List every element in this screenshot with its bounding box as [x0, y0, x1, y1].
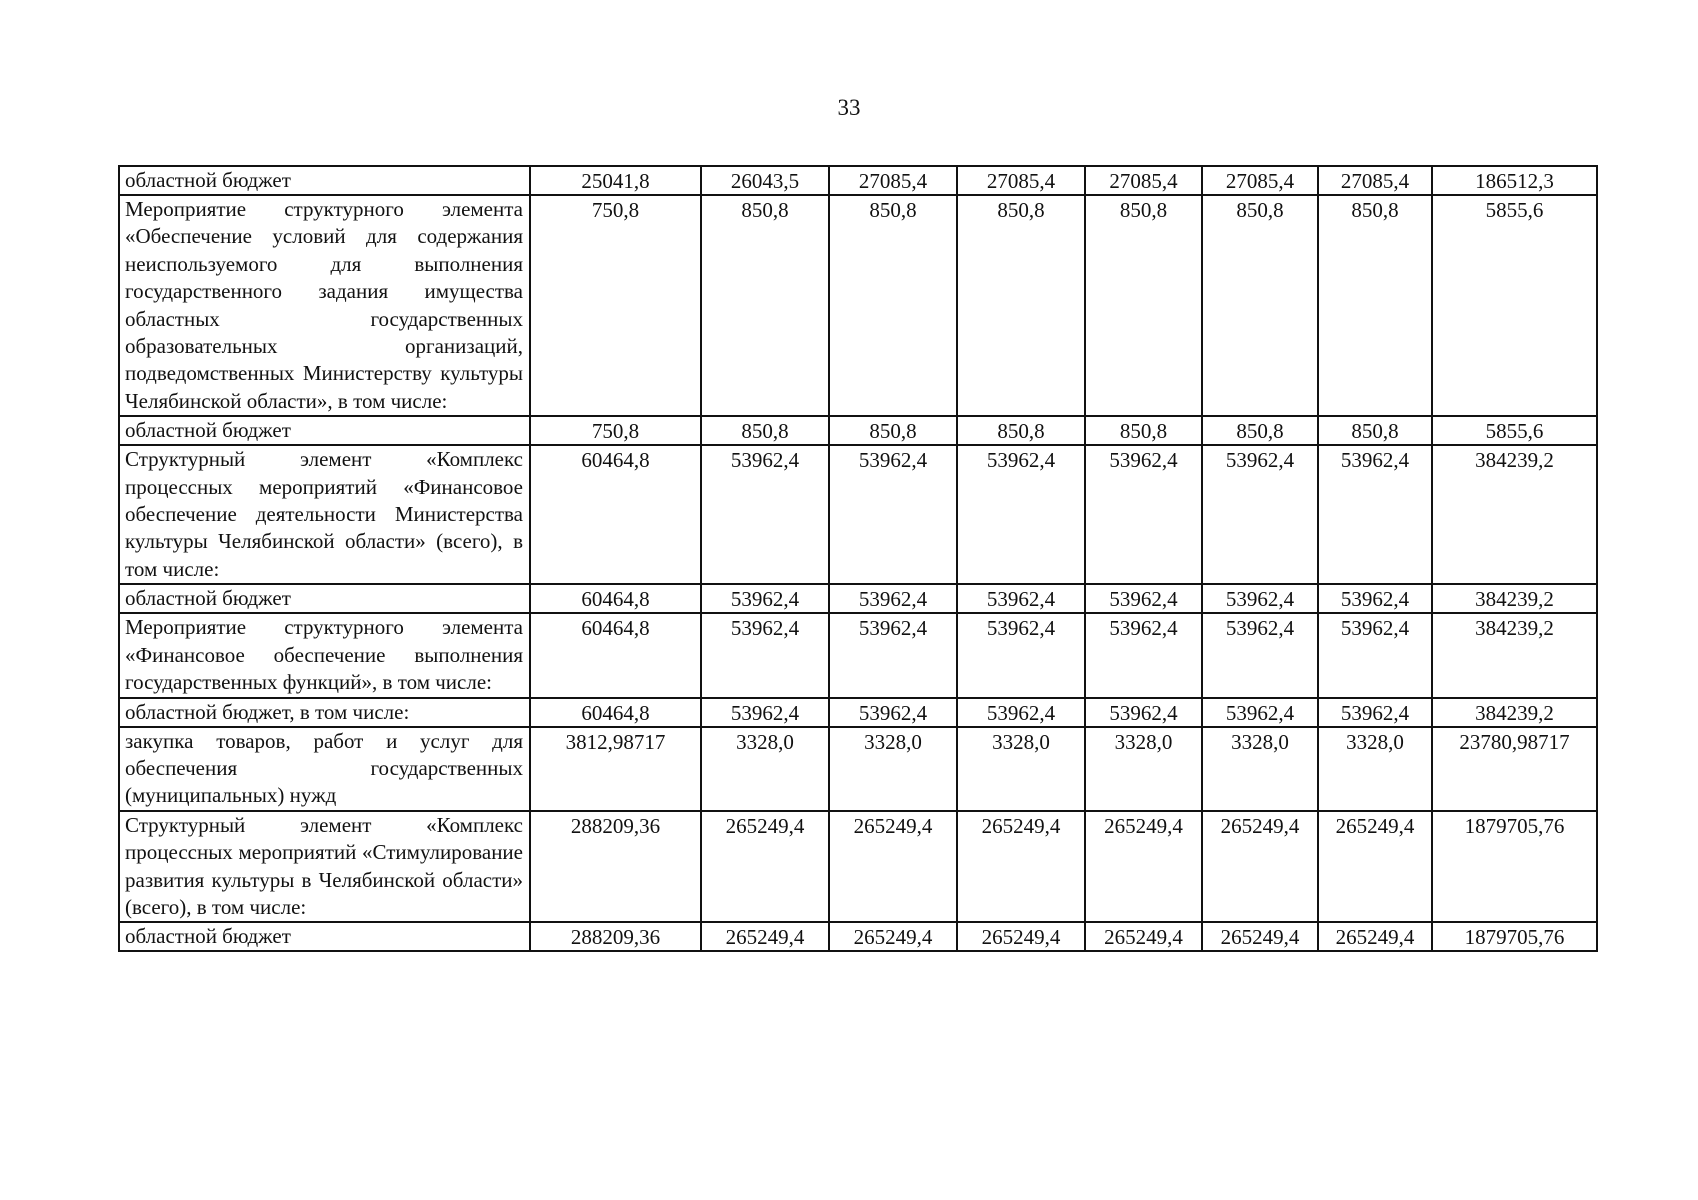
value-cell: 27085,4	[829, 166, 957, 195]
row-label: Мероприятие структурного элемента «Обеспечение условий для содержания неиспользуемого для выполнения государственного задания имущества областных государственных образовательных организаций, подведомственных Министерству культуры Челябинской области», в том числе:	[119, 195, 530, 416]
budget-table	[118, 165, 1598, 952]
value-cell: 265249,4	[701, 922, 829, 951]
table-row	[119, 727, 1597, 811]
value-cell: 850,8	[1318, 416, 1432, 445]
value-cell: 60464,8	[530, 613, 701, 697]
row-label: областной бюджет	[119, 416, 530, 445]
value-cell: 265249,4	[1318, 811, 1432, 923]
total-cell: 5855,6	[1432, 416, 1597, 445]
value-cell: 27085,4	[1085, 166, 1202, 195]
value-cell: 850,8	[1085, 195, 1202, 416]
table-row	[119, 584, 1597, 613]
row-label: областной бюджет	[119, 166, 530, 195]
value-cell: 53962,4	[829, 613, 957, 697]
table-row	[119, 166, 1597, 195]
value-cell: 850,8	[1085, 416, 1202, 445]
total-cell: 1879705,76	[1432, 811, 1597, 923]
value-cell: 265249,4	[1202, 811, 1318, 923]
value-cell: 265249,4	[1318, 922, 1432, 951]
value-cell: 53962,4	[1202, 698, 1318, 727]
page-number: 33	[837, 95, 861, 120]
table-row	[119, 445, 1597, 584]
value-cell: 53962,4	[1318, 445, 1432, 584]
value-cell: 850,8	[701, 195, 829, 416]
total-cell: 186512,3	[1432, 166, 1597, 195]
value-cell: 60464,8	[530, 445, 701, 584]
value-cell: 53962,4	[1202, 613, 1318, 697]
value-cell: 265249,4	[1085, 922, 1202, 951]
value-cell: 53962,4	[957, 584, 1085, 613]
value-cell: 27085,4	[1318, 166, 1432, 195]
value-cell: 26043,5	[701, 166, 829, 195]
total-cell: 5855,6	[1432, 195, 1597, 416]
value-cell: 750,8	[530, 195, 701, 416]
value-cell: 3328,0	[701, 727, 829, 811]
value-cell: 850,8	[829, 195, 957, 416]
value-cell: 3328,0	[1318, 727, 1432, 811]
value-cell: 53962,4	[957, 698, 1085, 727]
row-label: закупка товаров, работ и услуг для обеспечения государственных (муниципальных) нужд	[119, 727, 530, 811]
value-cell: 60464,8	[530, 698, 701, 727]
total-cell: 23780,98717	[1432, 727, 1597, 811]
total-cell: 384239,2	[1432, 613, 1597, 697]
value-cell: 53962,4	[829, 445, 957, 584]
value-cell: 850,8	[1318, 195, 1432, 416]
value-cell: 53962,4	[1085, 613, 1202, 697]
row-label: областной бюджет	[119, 584, 530, 613]
value-cell: 265249,4	[957, 922, 1085, 951]
value-cell: 53962,4	[701, 698, 829, 727]
value-cell: 53962,4	[1202, 584, 1318, 613]
value-cell: 53962,4	[829, 698, 957, 727]
value-cell: 3328,0	[957, 727, 1085, 811]
value-cell: 53962,4	[701, 584, 829, 613]
value-cell: 850,8	[957, 195, 1085, 416]
value-cell: 265249,4	[701, 811, 829, 923]
value-cell: 53962,4	[1318, 584, 1432, 613]
value-cell: 53962,4	[1085, 584, 1202, 613]
value-cell: 53962,4	[701, 613, 829, 697]
table-row	[119, 613, 1597, 697]
value-cell: 850,8	[829, 416, 957, 445]
value-cell: 53962,4	[1085, 445, 1202, 584]
value-cell: 3328,0	[1202, 727, 1318, 811]
value-cell: 850,8	[957, 416, 1085, 445]
value-cell: 850,8	[1202, 195, 1318, 416]
value-cell: 53962,4	[1318, 698, 1432, 727]
row-label: областной бюджет, в том числе:	[119, 698, 530, 727]
total-cell: 384239,2	[1432, 445, 1597, 584]
value-cell: 265249,4	[957, 811, 1085, 923]
row-label: Структурный элемент «Комплекс процессных мероприятий «Стимулирование развития культуры в Челябинской области» (всего), в том числе:	[119, 811, 530, 923]
value-cell: 750,8	[530, 416, 701, 445]
value-cell: 850,8	[1202, 416, 1318, 445]
value-cell: 53962,4	[957, 613, 1085, 697]
value-cell: 265249,4	[829, 811, 957, 923]
row-label: Мероприятие структурного элемента «Финансовое обеспечение выполнения государственных функций», в том числе:	[119, 613, 530, 697]
value-cell: 3812,98717	[530, 727, 701, 811]
value-cell: 53962,4	[1202, 445, 1318, 584]
value-cell: 288209,36	[530, 811, 701, 923]
value-cell: 53962,4	[957, 445, 1085, 584]
value-cell: 288209,36	[530, 922, 701, 951]
value-cell: 27085,4	[957, 166, 1085, 195]
table-row	[119, 195, 1597, 416]
table-row	[119, 811, 1597, 923]
row-label: областной бюджет	[119, 922, 530, 951]
value-cell: 27085,4	[1202, 166, 1318, 195]
value-cell: 3328,0	[1085, 727, 1202, 811]
value-cell: 3328,0	[829, 727, 957, 811]
value-cell: 53962,4	[1318, 613, 1432, 697]
value-cell: 265249,4	[1085, 811, 1202, 923]
value-cell: 53962,4	[829, 584, 957, 613]
row-label: Структурный элемент «Комплекс процессных мероприятий «Финансовое обеспечение деятельности Министерства культуры Челябинской области» (всего), в том числе:	[119, 445, 530, 584]
table-row	[119, 698, 1597, 727]
value-cell: 850,8	[701, 416, 829, 445]
value-cell: 265249,4	[829, 922, 957, 951]
table-row	[119, 416, 1597, 445]
total-cell: 1879705,76	[1432, 922, 1597, 951]
value-cell: 60464,8	[530, 584, 701, 613]
total-cell: 384239,2	[1432, 584, 1597, 613]
table-row	[119, 922, 1597, 951]
total-cell: 384239,2	[1432, 698, 1597, 727]
value-cell: 53962,4	[701, 445, 829, 584]
value-cell: 265249,4	[1202, 922, 1318, 951]
value-cell: 25041,8	[530, 166, 701, 195]
value-cell: 53962,4	[1085, 698, 1202, 727]
